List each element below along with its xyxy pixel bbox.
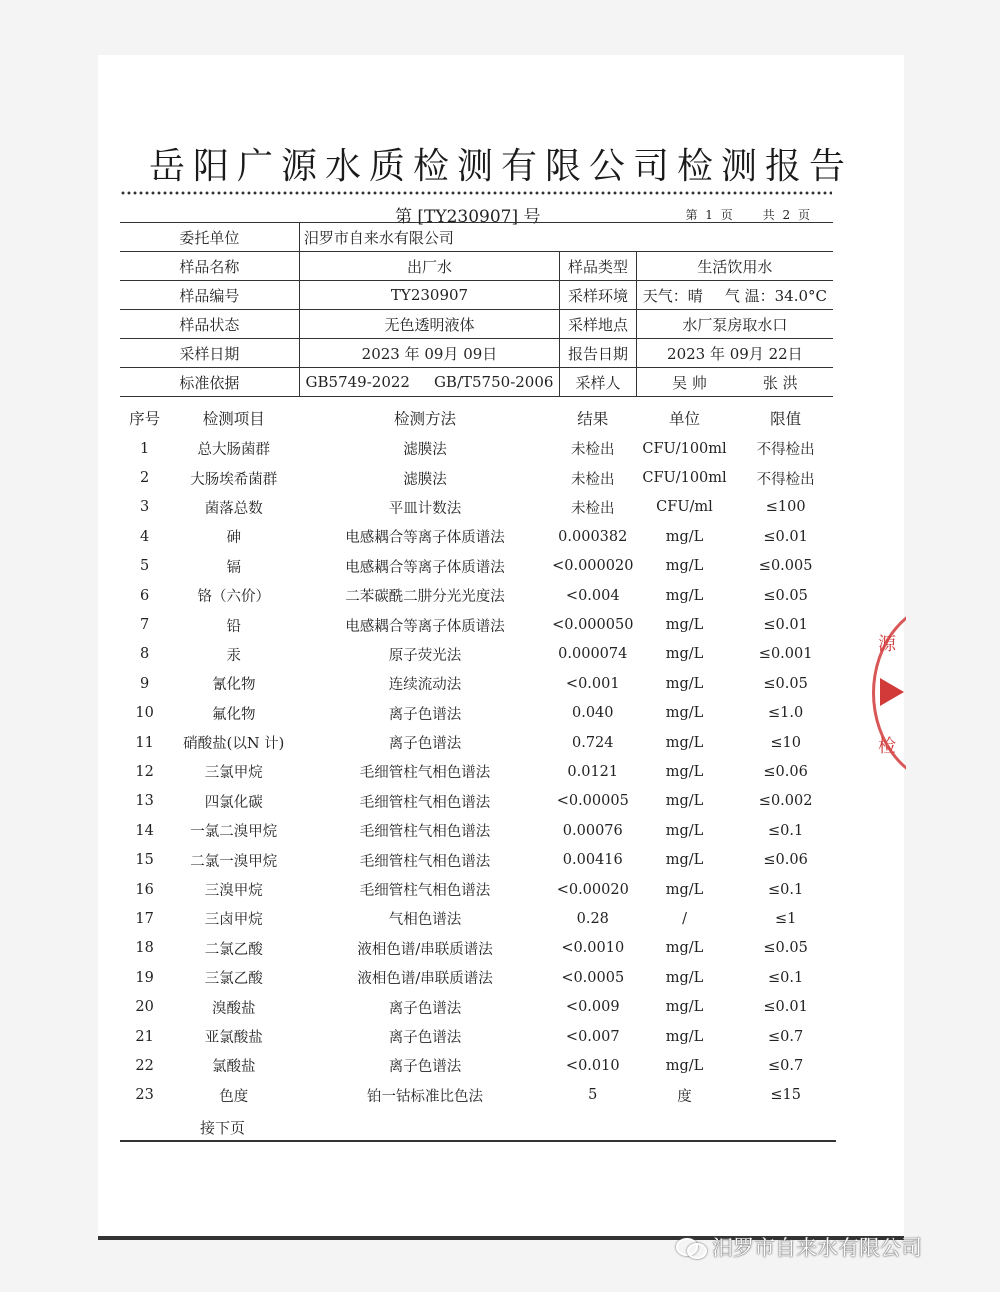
row-result: 0.724 [572, 734, 614, 751]
row-no: 8 [139, 646, 150, 663]
row-result: <0.010 [565, 1057, 620, 1074]
client-value: 汨罗市自来水有限公司 [299, 223, 833, 252]
row-method: 液相色谱/串联质谱法 [357, 941, 493, 958]
seal-fragment-top: 源 [878, 634, 896, 655]
row-no: 17 [135, 910, 154, 927]
sampler-label: 采样人 [560, 368, 637, 397]
row-limit: ≤10 [770, 734, 801, 751]
standard-1: GB5749-2022 [305, 373, 410, 391]
row-unit: CFU/ml [656, 499, 713, 516]
temperature-value: 气 温：34.0°C [724, 286, 827, 305]
row-method: 电感耦合等离子体质谱法 [345, 530, 505, 547]
row-unit: CFU/100ml [642, 470, 727, 487]
row-unit: mg/L [665, 881, 704, 898]
row-method: 离子色谱法 [388, 1000, 462, 1017]
row-item: 铬（六价） [197, 589, 270, 606]
row-no: 16 [135, 881, 154, 898]
row-no: 13 [135, 793, 154, 810]
row-result: 未检出 [571, 500, 615, 517]
red-seal-stamp [872, 600, 906, 780]
row-result: 0.00076 [562, 822, 623, 839]
row-item: 三溴甲烷 [204, 883, 263, 900]
row-method: 电感耦合等离子体质谱法 [345, 618, 505, 635]
sample-date-value: 2023 年 09月 09日 [299, 339, 559, 368]
row-unit: mg/L [665, 587, 704, 604]
row-no: 15 [135, 852, 154, 869]
row-method: 液相色谱/串联质谱法 [357, 971, 493, 988]
row-result: 5 [588, 1087, 598, 1104]
table-row [120, 669, 836, 698]
row-method: 毛细管柱气相色谱法 [359, 794, 491, 811]
sample-type-label: 样品类型 [560, 252, 637, 281]
row-method: 离子色谱法 [388, 706, 462, 723]
row-unit: mg/L [665, 1057, 704, 1074]
site-value: 水厂泵房取水口 [636, 310, 833, 339]
row-limit: ≤0.1 [768, 969, 804, 986]
row-limit: ≤0.01 [763, 617, 808, 634]
row-item: 三氯甲烷 [204, 765, 263, 782]
row-unit: mg/L [665, 558, 704, 575]
row-result: <0.0010 [561, 940, 625, 957]
row-unit: mg/L [665, 1028, 704, 1045]
row-item: 三氯乙酸 [204, 971, 263, 988]
sampler-value [636, 368, 833, 397]
wechat-icon [676, 1236, 706, 1258]
standard-2: GB/T5750-2006 [433, 373, 554, 391]
row-no: 21 [135, 1028, 154, 1045]
row-unit: mg/L [665, 763, 704, 780]
row-no: 5 [139, 558, 150, 575]
row-method: 毛细管柱气相色谱法 [359, 883, 491, 900]
row-item: 二氯乙酸 [204, 941, 263, 958]
row-limit: ≤0.7 [768, 1057, 804, 1074]
watermark-text: 汨罗市自来水有限公司 [712, 1236, 922, 1260]
row-unit: mg/L [665, 793, 704, 810]
row-method: 离子色谱法 [388, 1059, 462, 1076]
row-method: 离子色谱法 [388, 736, 462, 753]
row-limit: ≤0.1 [768, 881, 804, 898]
results-table [120, 402, 836, 1110]
row-method: 二苯碳酰二肼分光光度法 [345, 589, 505, 606]
row-unit: / [682, 910, 687, 927]
row-item: 汞 [226, 647, 241, 664]
row-unit: CFU/100ml [642, 440, 727, 457]
row-method: 铂一钴标准比色法 [367, 1088, 484, 1105]
sampler-2: 张 洪 [762, 373, 798, 392]
row-unit: 度 [677, 1088, 692, 1105]
row-method: 离子色谱法 [388, 1030, 462, 1046]
row-limit: ≤0.005 [758, 558, 813, 575]
row-no: 22 [135, 1057, 154, 1074]
row-method: 滤膜法 [403, 442, 447, 459]
row-method: 连续流动法 [388, 677, 462, 694]
row-unit: mg/L [665, 969, 704, 986]
row-item: 铅 [226, 618, 241, 635]
row-no: 9 [139, 675, 150, 692]
row-limit: ≤0.01 [763, 528, 808, 545]
table-row [120, 845, 836, 874]
row-no: 12 [135, 763, 154, 780]
row-unit: mg/L [665, 705, 704, 722]
row-no: 6 [139, 587, 150, 604]
standard-label: 标准依据 [120, 368, 299, 397]
row-limit: ≤0.1 [768, 822, 804, 839]
col-limit-header: 限值 [770, 410, 802, 428]
env-value [636, 281, 833, 310]
row-unit: mg/L [665, 675, 704, 692]
table-row [120, 787, 836, 816]
info-row [120, 339, 833, 368]
env-label: 采样环境 [560, 281, 637, 310]
row-item: 镉 [226, 559, 241, 576]
table-row [120, 610, 836, 639]
table-row [120, 1081, 836, 1110]
table-end-line [120, 1140, 836, 1142]
info-row [120, 223, 833, 252]
report-date-label: 报告日期 [560, 339, 637, 368]
row-item: 菌落总数 [204, 500, 263, 517]
table-row [120, 552, 836, 581]
row-unit: mg/L [665, 940, 704, 957]
row-no: 7 [139, 617, 150, 634]
row-result: <0.00020 [556, 881, 629, 898]
row-item: 色度 [219, 1088, 249, 1105]
seal-star [880, 678, 904, 706]
row-result: 0.00416 [562, 852, 623, 869]
table-row [120, 904, 836, 933]
weather-value: 天气：晴 [642, 286, 703, 305]
row-limit: ≤0.06 [763, 852, 808, 869]
results-body [120, 434, 836, 1110]
col-unit-header: 单位 [669, 410, 701, 428]
table-row [120, 934, 836, 963]
row-method: 毛细管柱气相色谱法 [359, 853, 491, 870]
row-result: 0.000382 [558, 528, 628, 545]
dotted-divider [120, 190, 832, 196]
row-method: 原子荧光法 [388, 647, 462, 664]
sample-date-label: 采样日期 [120, 339, 299, 368]
col-no-header: 序号 [129, 410, 161, 428]
row-result: 0.0121 [567, 763, 619, 780]
table-row [120, 1051, 836, 1080]
row-result: <0.007 [565, 1028, 620, 1045]
report-title: 岳阳广源水质检测有限公司检测报告 [148, 146, 853, 187]
row-limit: 不得检出 [756, 442, 815, 459]
client-label: 委托单位 [120, 223, 299, 252]
sample-name-label: 样品名称 [120, 252, 299, 281]
table-row [120, 434, 836, 463]
row-item: 氰化物 [211, 677, 256, 694]
row-result: <0.0005 [561, 969, 625, 986]
row-item: 总大肠菌群 [197, 442, 270, 459]
info-row [120, 281, 833, 310]
results-header-row [120, 402, 836, 434]
row-item: 硝酸盐(以N 计) [183, 736, 285, 753]
row-item: 四氯化碳 [204, 794, 263, 811]
row-limit: 不得检出 [756, 471, 815, 488]
row-item: 氯酸盐 [211, 1059, 256, 1076]
row-method: 滤膜法 [403, 471, 447, 488]
row-item: 亚氯酸盐 [204, 1030, 263, 1046]
row-unit: mg/L [665, 734, 704, 751]
row-limit: ≤1 [774, 910, 797, 927]
table-row [120, 463, 836, 492]
row-method: 电感耦合等离子体质谱法 [345, 559, 505, 576]
standard-value [299, 368, 559, 397]
info-row [120, 252, 833, 281]
table-row [120, 640, 836, 669]
row-result: 未检出 [571, 442, 615, 459]
row-result: <0.004 [565, 587, 620, 604]
row-unit: mg/L [665, 617, 704, 634]
col-item-header: 检测项目 [202, 410, 265, 428]
row-item: 一氯二溴甲烷 [190, 824, 278, 841]
row-result: <0.001 [565, 675, 620, 692]
row-no: 4 [139, 528, 150, 545]
row-no: 14 [135, 822, 154, 839]
row-result: 未检出 [571, 471, 615, 488]
row-no: 23 [135, 1087, 154, 1104]
row-limit: ≤0.05 [763, 675, 808, 692]
row-item: 二氯一溴甲烷 [190, 853, 278, 870]
row-result: <0.00005 [556, 793, 629, 810]
row-method: 平皿计数法 [388, 500, 462, 517]
row-result: <0.000050 [552, 617, 634, 634]
seal-fragment-bottom: 检 [878, 736, 896, 757]
row-result: <0.009 [565, 999, 620, 1016]
info-row [120, 310, 833, 339]
table-row [120, 757, 836, 786]
row-unit: mg/L [665, 999, 704, 1016]
info-row [120, 368, 833, 397]
row-limit: ≤1.0 [768, 705, 804, 722]
table-row [120, 728, 836, 757]
row-no: 1 [139, 440, 150, 457]
report-date-value: 2023 年 09月 22日 [636, 339, 833, 368]
site-label: 采样地点 [560, 310, 637, 339]
row-no: 11 [135, 734, 154, 751]
row-no: 3 [139, 499, 150, 516]
row-method: 气相色谱法 [388, 912, 462, 929]
row-unit: mg/L [665, 646, 704, 663]
wechat-watermark [676, 1232, 922, 1262]
table-row [120, 992, 836, 1021]
table-row [120, 963, 836, 992]
table-row [120, 875, 836, 904]
page-info: 第 1 页 共 2 页 [685, 208, 812, 222]
row-limit: ≤0.05 [763, 940, 808, 957]
row-limit: ≤0.002 [758, 793, 813, 810]
row-unit: mg/L [665, 528, 704, 545]
row-item: 砷 [226, 530, 241, 547]
row-result: 0.040 [572, 705, 614, 722]
row-limit: ≤0.05 [763, 587, 808, 604]
state-label: 样品状态 [120, 310, 299, 339]
sampler-1: 吴 帅 [672, 373, 707, 392]
row-method: 毛细管柱气相色谱法 [359, 824, 491, 841]
table-row [120, 581, 836, 610]
row-limit: ≤0.001 [758, 646, 813, 663]
row-item: 大肠埃希菌群 [190, 471, 278, 488]
row-limit: ≤0.01 [763, 999, 808, 1016]
row-limit: ≤100 [765, 499, 806, 516]
row-unit: mg/L [665, 852, 704, 869]
report-number: 第 [TY230907] 号 [395, 207, 541, 227]
row-no: 20 [135, 999, 154, 1016]
row-no: 18 [135, 940, 154, 957]
sample-info-table [120, 222, 833, 397]
table-row [120, 1022, 836, 1051]
sample-id-label: 样品编号 [120, 281, 299, 310]
table-row [120, 699, 836, 728]
row-result: <0.000020 [552, 558, 634, 575]
row-no: 2 [139, 470, 150, 487]
col-method-header: 检测方法 [394, 410, 457, 428]
row-unit: mg/L [665, 822, 704, 839]
row-method: 毛细管柱气相色谱法 [359, 765, 491, 782]
sample-id-value: TY230907 [299, 281, 559, 310]
row-result: 0.28 [576, 910, 609, 927]
row-limit: ≤0.7 [768, 1028, 804, 1045]
row-result: 0.000074 [558, 646, 628, 663]
row-limit: ≤0.06 [763, 763, 808, 780]
sample-type-value: 生活饮用水 [636, 252, 833, 281]
table-row [120, 493, 836, 522]
row-item: 溴酸盐 [211, 1000, 256, 1017]
row-no: 19 [135, 969, 154, 986]
row-limit: ≤15 [770, 1087, 801, 1104]
report-number-row [120, 202, 832, 227]
row-item: 氟化物 [211, 706, 256, 723]
row-no: 10 [135, 705, 154, 722]
col-result-header: 结果 [577, 410, 609, 428]
continued-note: 接下页 [200, 1119, 246, 1137]
sample-name-value: 出厂水 [299, 252, 559, 281]
table-row [120, 522, 836, 551]
row-item: 三卤甲烷 [204, 912, 263, 929]
state-value: 无色透明液体 [299, 310, 559, 339]
table-row [120, 816, 836, 845]
